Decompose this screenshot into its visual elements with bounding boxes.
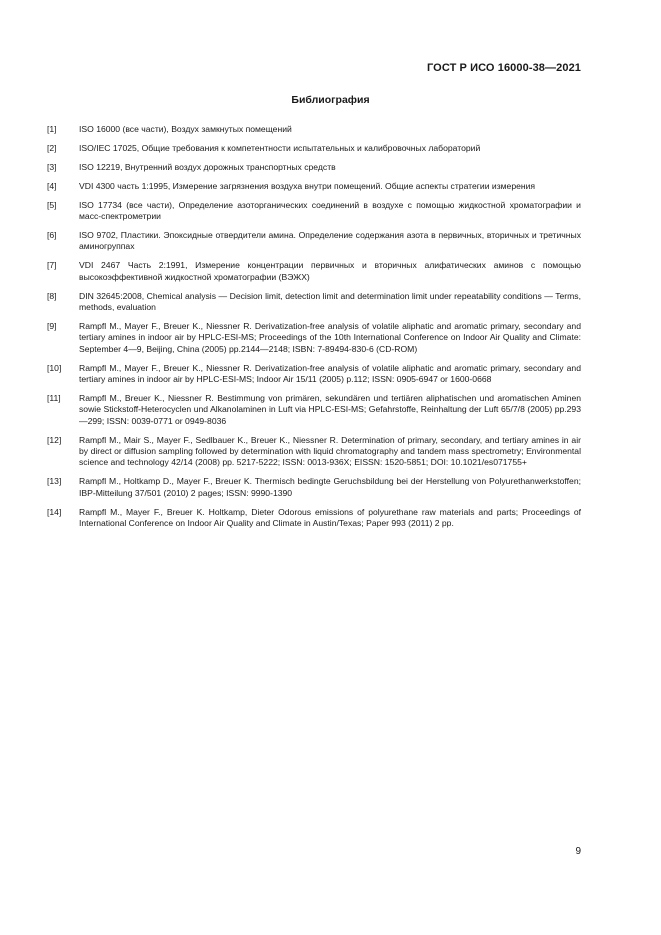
reference-item xyxy=(47,476,581,499)
reference-item xyxy=(47,162,581,173)
reference-item xyxy=(47,321,581,355)
reference-number: [2] xyxy=(47,142,57,153)
reference-text: VDI 2467 Часть 2:1991, Измерение концентрации первичных и вторичных алифатических аминов с помощью высокоэффективной жидкостной хроматографии (ВЭЖХ) xyxy=(79,260,581,282)
reference-text: ISO 9702, Пластики. Эпоксидные отвердители амина. Определение содержания азота в первичных, вторичных и третичных аминогруппах xyxy=(79,229,581,252)
reference-number: [3] xyxy=(47,161,57,172)
reference-number: [13] xyxy=(47,476,62,487)
reference-text: Rampfl M., Mayer F., Breuer K. Holtkamp, Dieter Odorous emissions of polyurethane raw materials and parts; Proceedings of International Conference on Indoor Air Quality and Climate in Austin/Texas; Paper 993 (2011) 2 pp. xyxy=(79,506,581,529)
reference-number: [9] xyxy=(47,320,57,331)
reference-item xyxy=(47,291,581,314)
reference-number: [7] xyxy=(47,260,57,271)
reference-item xyxy=(47,143,581,154)
page-title: Библиография xyxy=(291,94,370,106)
reference-number: [14] xyxy=(47,506,62,517)
reference-number: [11] xyxy=(47,392,61,403)
reference-number: [4] xyxy=(47,180,57,191)
document-code: ГОСТ Р ИСО 16000-38—2021 xyxy=(426,62,581,74)
reference-number: [5] xyxy=(47,199,57,210)
reference-number: [12] xyxy=(47,434,62,445)
reference-text: ISO/IEC 17025, Общие требования к компетентности испытательных и калибровочных лабораторий xyxy=(79,142,481,153)
reference-item xyxy=(47,363,581,386)
reference-item xyxy=(47,393,581,427)
reference-text: Rampfl M., Mair S., Mayer F., Sedlbauer K., Breuer K., Niessner R. Determination of primary, secondary, and tertiary amines in air by direct or diffusion sampling followed by determination with liquid chromatography and tandem mass spectrometry; Environmental science and technology 42/14 (2008) pp. 5217-5222; ISSN: 0013-936X; EISSN: 1520-5851; DOI: 10.1021/es071755+ xyxy=(79,434,581,468)
reference-item xyxy=(47,260,581,283)
reference-number: [8] xyxy=(47,290,57,301)
reference-item xyxy=(47,507,581,530)
reference-number: [6] xyxy=(47,229,57,240)
reference-text: VDI 4300 часть 1:1995, Измерение загрязнения воздуха внутри помещений. Общие аспекты стратегии измерения xyxy=(79,180,536,191)
reference-text: Rampfl M., Holtkamp D., Mayer F., Breuer K. Thermisch bedingte Geruchsbildung bei der Herstellung von Polyurethanwerkstoffen; IBP-Mitteilung 37/501 (2010) 2 pages; ISSN: 9990-1390 xyxy=(79,476,581,498)
page-number: 9 xyxy=(575,846,581,857)
bibliography-list xyxy=(47,124,581,537)
reference-item xyxy=(47,124,581,135)
reference-text: ISO 16000 (все части), Воздух замкнутых помещений xyxy=(79,124,292,134)
reference-text: ISO 12219, Внутренний воздух дорожных транспортных средств xyxy=(79,161,336,172)
reference-item xyxy=(47,230,581,253)
reference-text: Rampfl M., Mayer F., Breuer K., Niessner R. Derivatization-free analysis of volatile aliphatic and aromatic primary, secondary and tertiary amines in indoor air by HPLC-ESI-MS; Proceedings of the 10th International Conference on Indoor Air Quality and Climate: September 4—9, Beijing, China (2005) pp.2144—2148; ISBN: 7-89494-830-6 (CD-ROM) xyxy=(79,320,581,354)
reference-text: Rampfl M., Mayer F., Breuer K., Niessner R. Derivatization-free analysis of volatile aliphatic and aromatic primary, secondary and tertiary amines in indoor air by HPLC-ESI-MS; Indoor Air 15/11 (2005) p.112; ISSN: 0905-6947 or 1600-0668 xyxy=(79,362,581,384)
reference-text: Rampfl M., Breuer K., Niessner R. Bestimmung von primären, sekundären und tertiären aliphatischen und aromatischen Aminen sowie Stickstoff-Heterocyclen und Alkanolaminen in Luft via HPLC-ESI-MS; Gefahrstoffe, Reinhaltung der Luft 65/7/8 (2005) pp.293—299; ISSN: 0039-0771 or 0949-8036 xyxy=(79,392,581,426)
reference-number: [1] xyxy=(47,124,57,134)
reference-text: ISO 17734 (все части), Определение азоторганических соединений в воздухе с помощью жидкостной хроматографии и масс-спектрометрии xyxy=(79,199,581,222)
reference-text: DIN 32645:2008, Chemical analysis — Decision limit, detection limit and determination limit under repeatability conditions — Terms, methods, evaluation xyxy=(79,290,581,312)
reference-item xyxy=(47,181,581,192)
reference-item xyxy=(47,200,581,223)
reference-item xyxy=(47,435,581,469)
reference-number: [10] xyxy=(47,362,62,373)
